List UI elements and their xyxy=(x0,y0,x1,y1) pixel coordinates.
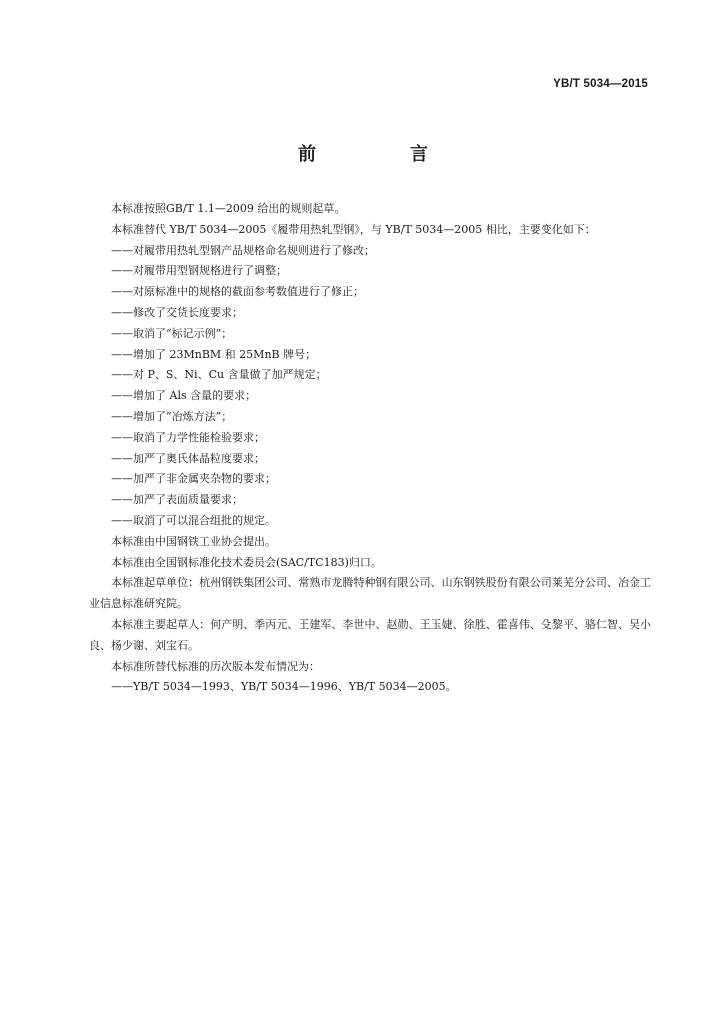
change-item: ——取消了可以混合组批的规定。 xyxy=(111,513,276,527)
change-item: ——增加了 Als 含量的要求； xyxy=(111,389,257,403)
change-item: ——修改了交货长度要求； xyxy=(111,305,243,319)
paragraph-centralized-by: 本标准由全国钢标准化技术委员会(SAC/TC183)归口。 xyxy=(111,555,382,569)
change-item: ——对履带用热轧型钢产品规格命名规则进行了修改； xyxy=(111,243,375,257)
paragraph-replacement: 本标准替代 YB/T 5034—2005《履带用热轧型钢》，与 YB/T 5034—2005 相比，主要变化如下： xyxy=(111,222,596,236)
paragraph-history-intro: 本标准所替代标准的历次版本发布情况为： xyxy=(111,659,320,673)
change-item: ——对履带用型钢规格进行了调整； xyxy=(111,264,287,278)
change-item: ——取消了“标记示例”； xyxy=(111,326,233,340)
paragraph-proposed-by: 本标准由中国钢铁工业协会提出。 xyxy=(111,534,276,548)
change-item: ——增加了“冶炼方法”； xyxy=(111,409,233,423)
change-item: ——加严了奥氏体晶粒度要求； xyxy=(111,451,265,465)
standard-code-header: YB/T 5034—2015 xyxy=(553,78,648,90)
change-item: ——取消了力学性能检验要求； xyxy=(111,430,265,444)
paragraph-drafting-units: 本标准起草单位：杭州钢铁集团公司、常熟市龙腾特种钢有限公司、山东钢铁股份有限公司莱芜分公司、冶金工业信息标准研究院。 xyxy=(89,576,651,611)
change-item: ——加严了表面质量要求； xyxy=(111,493,243,507)
paragraph-drafters: 本标准主要起草人：何产明、季丙元、王建军、李世中、赵勋、王玉婕、徐胜、霍喜伟、殳黎平、骆仁智、吴小良、杨少谢、刘宝石。 xyxy=(89,617,651,652)
paragraph-history-versions: ——YB/T 5034—1993、YB/T 5034—1996、YB/T 5034—2005。 xyxy=(111,680,457,694)
page-title: 前 言 xyxy=(298,144,466,165)
change-item: ——对原标准中的规格的截面参考数值进行了修正； xyxy=(111,285,364,299)
change-item: ——加严了非金属夹杂物的要求； xyxy=(111,472,276,486)
change-item: ——对 P、S、Ni、Cu 含量做了加严规定； xyxy=(111,368,327,382)
foreword-body xyxy=(89,199,651,698)
change-item: ——增加了 23MnBM 和 25MnB 牌号； xyxy=(111,347,317,361)
paragraph-drafting-rules: 本标准按照GB/T 1.1—2009 给出的规则起草。 xyxy=(111,202,346,215)
